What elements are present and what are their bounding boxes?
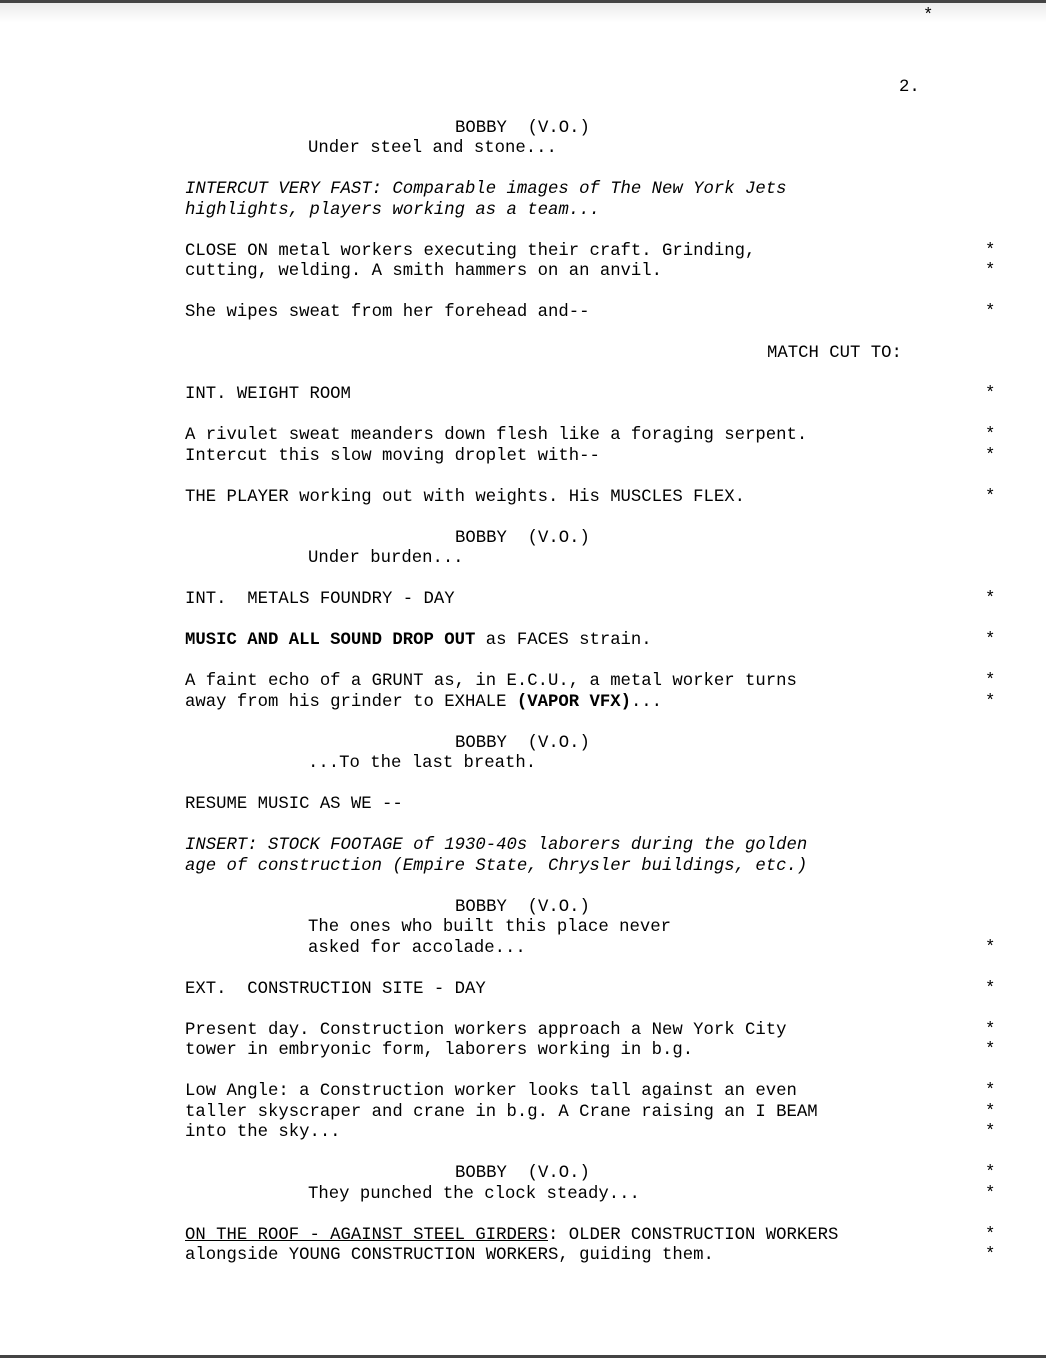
action-line [185,1226,838,1246]
revision-mark: * [985,1185,996,1204]
revision-mark: * [985,1082,996,1101]
revision-mark: * [985,672,996,691]
bold-text: (VAPOR VFX) [516,693,631,712]
dialogue-line: ...To the last breath. [308,754,537,773]
action-line: Intercut this slow moving droplet with-- [185,447,600,466]
plain-text: as FACES strain. [475,631,652,650]
action-line: THE PLAYER working out with weights. His MUSCLES FLEX. [185,488,746,507]
revision-mark: * [985,1021,996,1040]
action-line: Low Angle: a Construction worker looks tall against an even [185,1082,797,1101]
action-line [185,693,662,713]
action-line: age of construction (Empire State, Chrysler buildings, etc.) [185,857,808,876]
action-line [185,631,652,651]
bold-text: MUSIC AND ALL SOUND DROP OUT [185,631,476,650]
revision-mark: * [985,1246,996,1265]
action-line: INSERT: STOCK FOOTAGE of 1930-40s laborers during the golden [185,836,808,855]
transition: MATCH CUT TO: [767,344,902,363]
action-line: alongside YOUNG CONSTRUCTION WORKERS, guiding them. [185,1246,714,1265]
character-cue: BOBBY (V.O.) [455,119,590,138]
revision-mark: * [985,426,996,445]
action-line: RESUME MUSIC AS WE -- [185,795,403,814]
revision-mark: * [985,1123,996,1142]
plain-text: : OLDER CONSTRUCTION WORKERS [547,1226,839,1245]
revision-mark: * [985,1226,996,1245]
plain-text: away from his grinder to EXHALE [185,693,517,712]
action-line: A faint echo of a GRUNT as, in E.C.U., a metal worker turns [185,672,797,691]
revision-mark: * [985,385,996,404]
revision-mark: * [985,242,996,261]
revision-mark: * [985,631,996,650]
action-line: CLOSE ON metal workers executing their craft. Grinding, [185,242,756,261]
revision-mark: * [985,939,996,958]
page-number: 2. [899,78,920,97]
dialogue-line: They punched the clock steady... [308,1185,640,1204]
action-line: Present day. Construction workers approach a New York City [185,1021,787,1040]
action-line: into the sky... [185,1123,341,1142]
plain-text: ... [630,693,663,712]
dialogue-line: Under burden... [308,549,464,568]
scene-heading: INT. WEIGHT ROOM [185,385,351,404]
scene-heading: INT. METALS FOUNDRY - DAY [185,590,455,609]
revision-mark: * [985,262,996,281]
revision-mark: * [985,1103,996,1122]
character-cue: BOBBY (V.O.) [455,1164,590,1183]
revision-mark: * [985,447,996,466]
character-cue: BOBBY (V.O.) [455,734,590,753]
action-line: highlights, players working as a team... [185,201,600,220]
dialogue-line: Under steel and stone... [308,139,557,158]
revision-mark: * [985,980,996,999]
revision-mark: * [985,1041,996,1060]
dialogue-line: The ones who built this place never [308,918,671,937]
underlined-text: ON THE ROOF - AGAINST STEEL GIRDERS [185,1226,548,1245]
revision-mark: * [985,693,996,712]
action-line: tower in embryonic form, laborers working in b.g. [185,1041,694,1060]
scene-heading: EXT. CONSTRUCTION SITE - DAY [185,980,486,999]
action-line: cutting, welding. A smith hammers on an anvil. [185,262,663,281]
action-line: INTERCUT VERY FAST: Comparable images of The New York Jets [185,180,787,199]
character-cue: BOBBY (V.O.) [455,898,590,917]
action-line: A rivulet sweat meanders down flesh like a foraging serpent. [185,426,808,445]
revision-mark: * [923,7,934,26]
character-cue: BOBBY (V.O.) [455,529,590,548]
action-line: She wipes sweat from her forehead and-- [185,303,590,322]
dialogue-line: asked for accolade... [308,939,526,958]
revision-mark: * [985,590,996,609]
revision-mark: * [985,1164,996,1183]
revision-mark: * [985,303,996,322]
action-line: taller skyscraper and crane in b.g. A Crane raising an I BEAM [185,1103,818,1122]
revision-mark: * [985,488,996,507]
